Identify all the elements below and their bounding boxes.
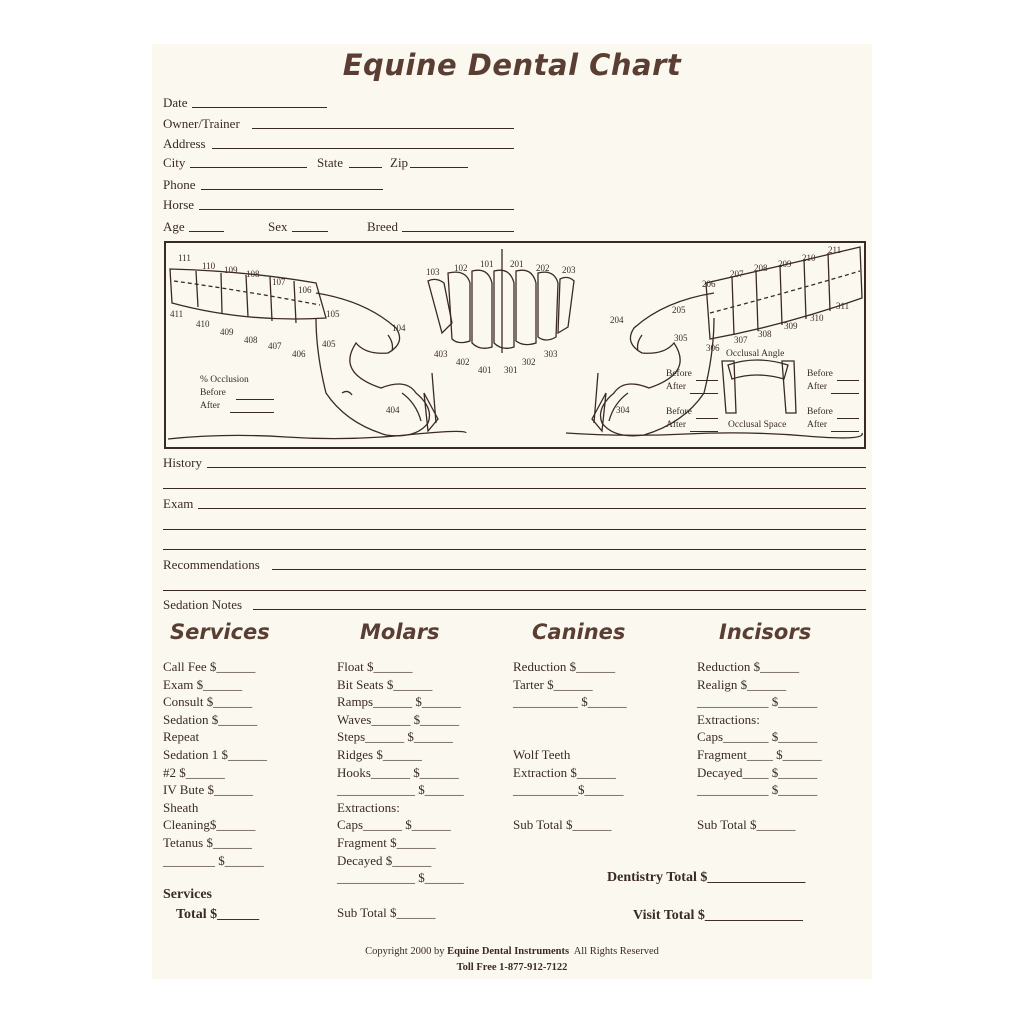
services-line[interactable]: Exam $______ bbox=[163, 676, 243, 692]
owner-label: Owner/Trainer bbox=[163, 116, 240, 131]
owner-field[interactable] bbox=[252, 128, 514, 129]
services-list bbox=[163, 658, 267, 869]
breed-label: Breed bbox=[367, 219, 399, 234]
tooth-number: 406 bbox=[292, 349, 306, 359]
sedation-notes-label: Sedation Notes bbox=[163, 597, 243, 612]
tooth-number: 408 bbox=[244, 335, 258, 345]
molars-line[interactable]: ____________ $______ bbox=[337, 782, 464, 798]
incisors-line[interactable]: Caps_______ $______ bbox=[697, 729, 818, 745]
history-field[interactable] bbox=[207, 467, 866, 468]
horse-field[interactable] bbox=[199, 209, 514, 210]
tooth-number: 207 bbox=[730, 269, 744, 279]
services-header: Services bbox=[170, 620, 270, 644]
incisors-line[interactable]: ___________ $______ bbox=[697, 782, 818, 798]
tooth-number: 206 bbox=[702, 279, 716, 289]
incisors-line: Extractions: bbox=[697, 711, 760, 727]
molars-line[interactable]: ____________ $______ bbox=[337, 870, 464, 886]
tooth-number: 208 bbox=[754, 263, 768, 273]
tooth-number: 302 bbox=[522, 357, 536, 367]
services-line[interactable]: ________ $______ bbox=[163, 852, 264, 868]
occlusal-space-label: Occlusal Space bbox=[728, 420, 787, 430]
molars-line[interactable]: Ridges $______ bbox=[337, 746, 422, 762]
exam-field-line[interactable] bbox=[163, 529, 866, 530]
tooth-number: 204 bbox=[610, 315, 624, 325]
exam-field-line[interactable] bbox=[163, 549, 866, 550]
tooth-number: 201 bbox=[510, 259, 524, 269]
tooth-number: 405 bbox=[322, 339, 336, 349]
services-total-label: Services bbox=[163, 887, 212, 902]
tooth-number: 203 bbox=[562, 265, 576, 275]
sedation-notes-field[interactable] bbox=[253, 609, 866, 610]
page-title: Equine Dental Chart bbox=[342, 48, 682, 82]
tooth-number: 309 bbox=[784, 321, 798, 331]
space-after-left-label: After bbox=[666, 420, 687, 430]
history-label: History bbox=[163, 455, 202, 470]
canines-line[interactable]: Reduction $______ bbox=[513, 659, 616, 674]
canines-line[interactable]: Tarter $______ bbox=[513, 676, 593, 692]
address-label: Address bbox=[163, 136, 206, 151]
occlusion-after-field[interactable] bbox=[230, 412, 274, 413]
space-after-right-label: After bbox=[807, 420, 828, 430]
canines-line[interactable]: __________$______ bbox=[513, 782, 624, 798]
copyright-prefix: Copyright 2000 by bbox=[365, 946, 445, 957]
breed-field[interactable] bbox=[402, 231, 514, 232]
occlusion-before-label: Before bbox=[200, 388, 226, 398]
occlusion-before-field[interactable] bbox=[236, 399, 274, 400]
date-label: Date bbox=[163, 95, 188, 110]
toll-free-number: Toll Free 1-877-912-7122 bbox=[456, 962, 568, 973]
city-field[interactable] bbox=[190, 167, 307, 168]
state-label: State bbox=[317, 155, 343, 170]
angle-after-left-field[interactable] bbox=[690, 393, 718, 394]
space-after-left-field[interactable] bbox=[690, 431, 718, 432]
services-line[interactable]: Tetanus $______ bbox=[163, 834, 252, 850]
canines-line[interactable]: Extraction $______ bbox=[513, 764, 616, 780]
occlusion-after-label: After bbox=[200, 401, 221, 411]
angle-before-right-field[interactable] bbox=[837, 380, 859, 381]
phone-label: Phone bbox=[163, 177, 196, 192]
services-line[interactable]: Consult $______ bbox=[163, 694, 253, 710]
recommendations-field-line[interactable] bbox=[163, 590, 866, 591]
tooth-number: 308 bbox=[758, 329, 772, 339]
history-field-line[interactable] bbox=[163, 488, 866, 489]
zip-field[interactable] bbox=[410, 167, 468, 168]
exam-label: Exam bbox=[163, 496, 194, 511]
services-line[interactable]: Call Fee $______ bbox=[163, 659, 256, 674]
tooth-number: 103 bbox=[426, 267, 440, 277]
age-label: Age bbox=[163, 219, 185, 234]
services-line[interactable]: Cleaning$______ bbox=[163, 817, 256, 833]
tooth-number: 404 bbox=[386, 405, 400, 415]
tooth-number: 210 bbox=[802, 253, 816, 263]
exam-field[interactable] bbox=[198, 508, 866, 509]
molars-line[interactable]: Caps______ $______ bbox=[337, 817, 451, 833]
services-line[interactable]: IV Bute $______ bbox=[163, 782, 254, 798]
tooth-number: 402 bbox=[456, 357, 470, 367]
tooth-number: 403 bbox=[434, 349, 448, 359]
molars-subtotal[interactable]: Sub Total $______ bbox=[337, 905, 436, 920]
sex-label: Sex bbox=[268, 219, 288, 234]
state-field[interactable] bbox=[349, 167, 382, 168]
phone-field[interactable] bbox=[201, 189, 383, 190]
sex-field[interactable] bbox=[292, 231, 328, 232]
tooth-number: 305 bbox=[674, 333, 688, 343]
date-field[interactable] bbox=[192, 107, 327, 108]
tooth-number: 401 bbox=[478, 365, 492, 375]
space-after-right-field[interactable] bbox=[831, 431, 859, 432]
tooth-number: 108 bbox=[246, 269, 260, 279]
angle-before-right-label: Before bbox=[807, 369, 833, 379]
tooth-number: 410 bbox=[196, 319, 210, 329]
incisors-header: Incisors bbox=[719, 620, 812, 644]
tooth-number: 409 bbox=[220, 327, 234, 337]
tooth-number: 109 bbox=[224, 265, 238, 275]
city-label: City bbox=[163, 155, 186, 170]
recommendations-field[interactable] bbox=[272, 569, 866, 570]
services-line: Sheath bbox=[163, 799, 199, 815]
horse-label: Horse bbox=[163, 197, 195, 212]
molars-line[interactable]: Waves______ $______ bbox=[337, 711, 460, 727]
tooth-number: 301 bbox=[504, 365, 518, 375]
tooth-number: 111 bbox=[178, 253, 191, 263]
services-total-field[interactable]: Total $______ bbox=[176, 907, 260, 922]
tooth-number: 110 bbox=[202, 261, 216, 271]
company-name: Equine Dental Instruments bbox=[447, 946, 570, 957]
tooth-number: 303 bbox=[544, 349, 558, 359]
molars-line[interactable]: Fragment $______ bbox=[337, 834, 436, 850]
tooth-number: 104 bbox=[392, 323, 406, 333]
canines-line bbox=[513, 728, 627, 746]
angle-after-left-label: After bbox=[666, 382, 687, 392]
molars-line[interactable]: Ramps______ $______ bbox=[337, 694, 461, 710]
recommendations-label: Recommendations bbox=[163, 557, 260, 572]
zip-label: Zip bbox=[390, 155, 409, 170]
services-line: Repeat bbox=[163, 729, 200, 745]
incisors-line[interactable]: Reduction $______ bbox=[697, 659, 800, 674]
tooth-number: 205 bbox=[672, 305, 686, 315]
incisors-line[interactable]: Fragment____ $______ bbox=[697, 746, 822, 762]
tooth-number: 202 bbox=[536, 263, 550, 273]
copyright-line bbox=[0, 946, 1024, 957]
incisors-line[interactable]: Realign $______ bbox=[697, 676, 787, 692]
tooth-number: 407 bbox=[268, 341, 282, 351]
incisors-line[interactable]: Decayed____ $______ bbox=[697, 764, 818, 780]
tooth-number: 106 bbox=[298, 285, 312, 295]
angle-before-left-field[interactable] bbox=[696, 380, 718, 381]
services-line[interactable]: Sedation 1 $______ bbox=[163, 746, 267, 762]
angle-after-right-label: After bbox=[807, 382, 828, 392]
tooth-number: 304 bbox=[616, 405, 630, 415]
tooth-number: 306 bbox=[706, 343, 720, 353]
molars-line[interactable]: Bit Seats $______ bbox=[337, 676, 433, 692]
molars-list bbox=[337, 658, 464, 887]
age-field[interactable] bbox=[189, 231, 224, 232]
address-field[interactable] bbox=[212, 148, 514, 149]
tooth-number: 107 bbox=[272, 277, 286, 287]
tooth-number: 411 bbox=[170, 309, 184, 319]
incisors-list bbox=[697, 658, 822, 799]
tooth-number: 209 bbox=[778, 259, 792, 269]
services-line[interactable]: #2 $______ bbox=[163, 764, 225, 780]
angle-after-right-field[interactable] bbox=[831, 393, 859, 394]
tooth-number: 310 bbox=[810, 313, 824, 323]
dental-diagram bbox=[164, 241, 866, 449]
canines-subtotal[interactable]: Sub Total $______ bbox=[513, 817, 612, 832]
space-before-right-field[interactable] bbox=[837, 418, 859, 419]
canines-header: Canines bbox=[532, 620, 626, 644]
molars-line[interactable]: Decayed $______ bbox=[337, 852, 432, 868]
canines-line bbox=[513, 711, 627, 729]
molars-header: Molars bbox=[360, 620, 440, 644]
canines-line: Wolf Teeth bbox=[513, 746, 571, 762]
molars-line[interactable]: Float $______ bbox=[337, 659, 413, 674]
tooth-number: 211 bbox=[828, 245, 842, 255]
canines-line[interactable]: __________ $______ bbox=[513, 694, 627, 710]
space-before-left-label: Before bbox=[666, 407, 692, 417]
dentistry-total[interactable]: Dentistry Total $______________ bbox=[607, 870, 806, 885]
molars-line[interactable]: Hooks______ $______ bbox=[337, 764, 459, 780]
tooth-number: 105 bbox=[326, 309, 340, 319]
tooth-number: 102 bbox=[454, 263, 468, 273]
molars-line: Extractions: bbox=[337, 799, 400, 815]
angle-before-left-label: Before bbox=[666, 369, 692, 379]
incisors-subtotal[interactable]: Sub Total $______ bbox=[697, 817, 796, 832]
rights-text: All Rights Reserved bbox=[573, 946, 659, 957]
molars-line[interactable]: Steps______ $______ bbox=[337, 729, 453, 745]
occlusion-percent-label: % Occlusion bbox=[200, 375, 249, 385]
occlusal-angle-label: Occlusal Angle bbox=[726, 349, 785, 359]
visit-total[interactable]: Visit Total $______________ bbox=[633, 908, 803, 923]
services-line[interactable]: Sedation $______ bbox=[163, 711, 258, 727]
tooth-number: 311 bbox=[836, 301, 850, 311]
incisors-line[interactable]: ___________ $______ bbox=[697, 694, 818, 710]
space-before-left-field[interactable] bbox=[696, 418, 718, 419]
tooth-number: 307 bbox=[734, 335, 748, 345]
canines-list bbox=[513, 658, 627, 799]
space-before-right-label: Before bbox=[807, 407, 833, 417]
tooth-number: 101 bbox=[480, 259, 494, 269]
